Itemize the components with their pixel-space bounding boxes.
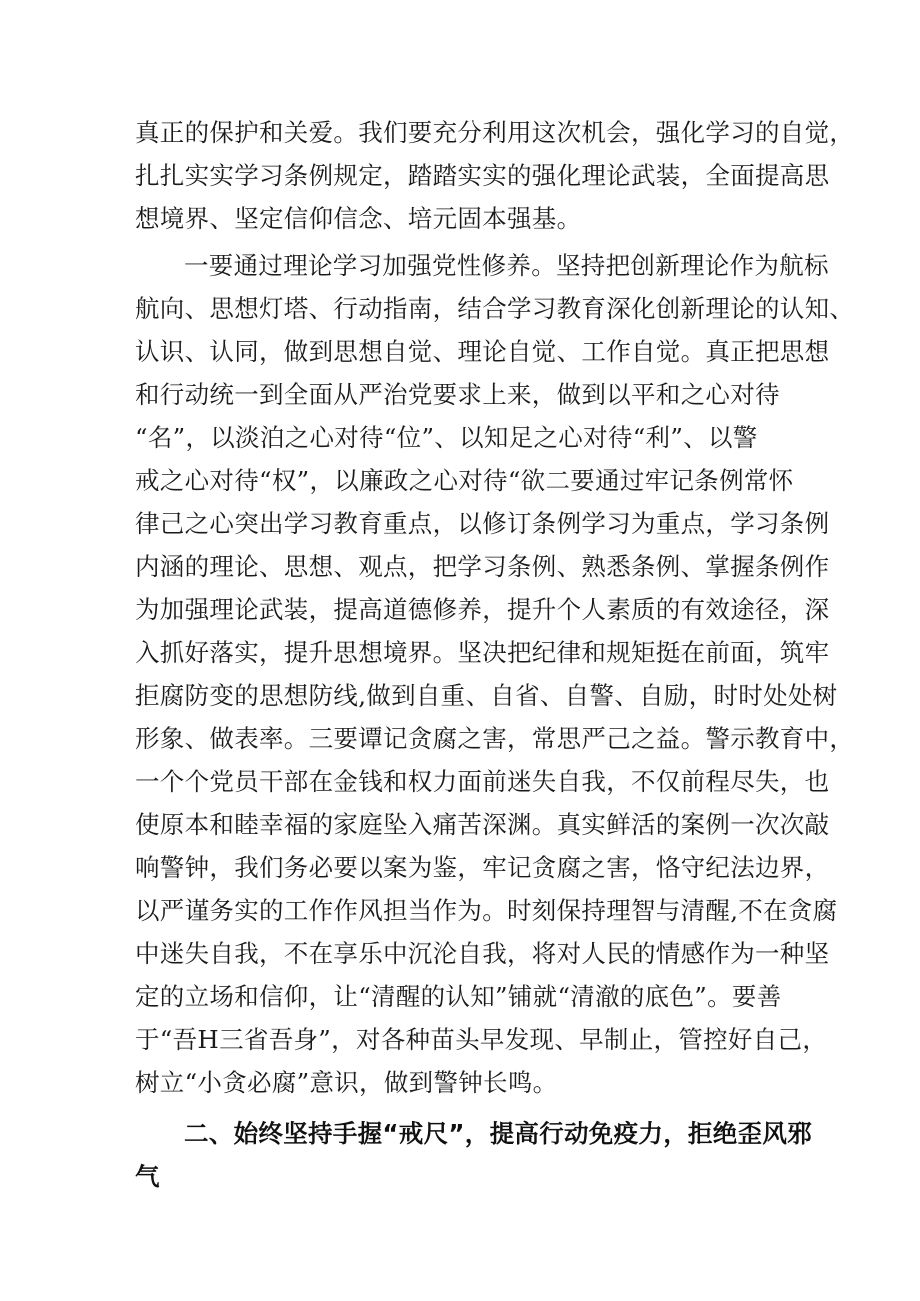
heading-line: 气	[135, 1162, 160, 1191]
text-line: 律己之心突出学习教育重点，以修订条例学习为重点，学习条例	[135, 509, 830, 538]
text-line: 想境界、坚定信仰信念、培元固本强基。	[135, 204, 582, 233]
text-line: 戒之心对待“权”，以廉政之心对待“欲二要通过牢记条例常怀	[135, 466, 794, 495]
text-line: 形象、做表率。三要谭记贪腐之害，常思严己之益。警示教育中，	[135, 724, 855, 753]
text-line: 航向、思想灯塔、行动指南，结合学习教育深化创新理论的认知、	[135, 294, 855, 323]
heading-line: 二、始终坚持手握“戒尺”，提高行动免疫力，拒绝歪风邪	[184, 1119, 813, 1148]
text-line: 于“吾H三省吾身”，对各种苗头早发现、早制止，管控好自己，	[135, 1025, 828, 1054]
text-line: 和行动统一到全面从严治党要求上来，做到以平和之心对待	[135, 380, 780, 409]
text-line: 一个个党员干部在金钱和权力面前迷失自我，不仅前程尽失，也	[135, 767, 830, 796]
text-line: 扎扎实实学习条例规定，踏踏实实的强化理论武装，全面提高思	[135, 161, 830, 190]
text-line: 真正的保护和关爱。我们要充分利用这次机会，强化学习的自觉，	[135, 118, 855, 147]
text-line: 使原本和睦幸福的家庭坠入痛苦深渊。真实鲜活的案例一次次敲	[135, 810, 830, 839]
text-line: 拒腐防变的思想防线,做到自重、自省、自警、自励，时时处处树	[135, 681, 838, 710]
text-line: 树立“小贪必腐”意识，做到警钟长鸣。	[135, 1068, 558, 1097]
text-line: 响警钟，我们务必要以案为鉴，牢记贪腐之害，恪守纪法边界，	[135, 853, 830, 882]
text-line: 一要通过理论学习加强党性修养。坚持把创新理论作为航标	[184, 251, 829, 280]
text-line: 以严谨务实的工作作风担当作为。时刻保持理智与清醒,不在贪腐	[135, 896, 838, 925]
text-line: 认识、认同，做到思想自觉、理论自觉、工作自觉。真正把思想	[135, 337, 830, 366]
text-line: 为加强理论武装，提高道德修养，提升个人素质的有效途径，深	[135, 595, 830, 624]
text-line: 中迷失自我，不在享乐中沉沦自我，将对人民的情感作为一种坚	[135, 939, 830, 968]
text-line: 内涵的理论、思想、观点，把学习条例、熟悉条例、掌握条例作	[135, 552, 830, 581]
text-line: 定的立场和信仰，让“清醒的认知”铺就“清澈的底色”。要善	[135, 982, 782, 1011]
text-line: 入抓好落实，提升思想境界。坚决把纪律和规矩挺在前面，筑牢	[135, 638, 830, 667]
text-line: “名”，以淡泊之心对待“位”、以知足之心对待“利”、以警	[135, 423, 758, 452]
